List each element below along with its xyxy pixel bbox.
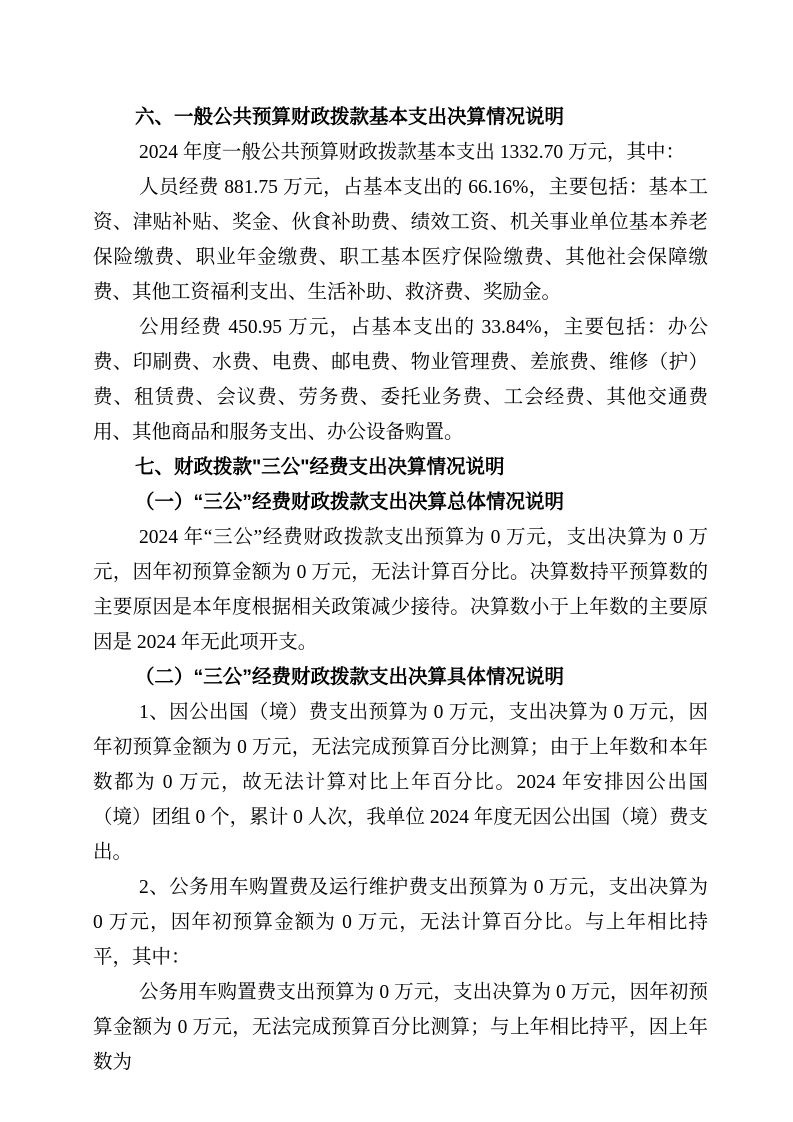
paragraph-public-funds: 公用经费 450.95 万元，占基本支出的 33.84%，主要包括：办公费、印刷费、水费、电费、邮电费、物业管理费、差旅费、维修（护）费、租赁费、会议费、劳务费、委托业务费、工会经费、其他交通费用、其他商品和服务支出、办公设备购置。 bbox=[93, 317, 708, 443]
document-text-block bbox=[93, 100, 708, 1080]
paragraph-personnel-funds: 人员经费 881.75 万元，占基本支出的 66.16%，主要包括：基本工资、津贴补贴、奖金、伙食补助费、绩效工资、机关事业单位基本养老保险缴费、职业年金缴费、职工基本医疗保险缴费、其他社会保障缴费、其他工资福利支出、生活补助、救济费、奖励金。 bbox=[93, 177, 708, 303]
heading-section-7-three-public-funds: 七、财政拨款"三公"经费支出决算情况说明 bbox=[135, 456, 505, 478]
paragraph-vehicle-purchase-expense: 公务用车购置费支出预算为 0 万元，支出决算为 0 万元，因年初预算金额为 0 万元，无法完成预算百分比测算；与上年相比持平，因上年数为 bbox=[93, 982, 708, 1073]
paragraph-basic-expenditure-total: 2024 年度一般公共预算财政拨款基本支出 1332.70 万元，其中： bbox=[139, 142, 686, 163]
heading-subsection-2-specific-situation: （二）“三公”经费财政拨款支出决算具体情况说明 bbox=[135, 666, 565, 688]
paragraph-overseas-travel-expense: 1、因公出国（境）费支出预算为 0 万元，支出决算为 0 万元，因年初预算金额为 0 万元，无法完成预算百分比测算；由于上年数和本年数都为 0 万元，故无法计算对比上年百分比。2024 年安排因公出国（境）团组 0 个，累计 0 人次，我单位 2024 年度无因公出国（境）费支出。 bbox=[93, 702, 708, 863]
heading-section-6-basic-expenditure: 六、一般公共预算财政拨款基本支出决算情况说明 bbox=[135, 106, 565, 128]
paragraph-three-public-overall: 2024 年“三公”经费财政拨款支出预算为 0 万元，支出决算为 0 万元，因年初预算金额为 0 万元，无法计算百分比。决算数持平预算数的主要原因是本年度根据相关政策减少接待。决算数小于上年数的主要原因是 2024 年无此项开支。 bbox=[93, 527, 708, 653]
heading-subsection-1-overall-situation: （一）“三公”经费财政拨款支出决算总体情况说明 bbox=[135, 491, 565, 513]
paragraph-official-vehicle-expense: 2、公务用车购置费及运行维护费支出预算为 0 万元，支出决算为 0 万元，因年初预算金额为 0 万元，无法计算百分比。与上年相比持平，其中： bbox=[93, 877, 708, 968]
